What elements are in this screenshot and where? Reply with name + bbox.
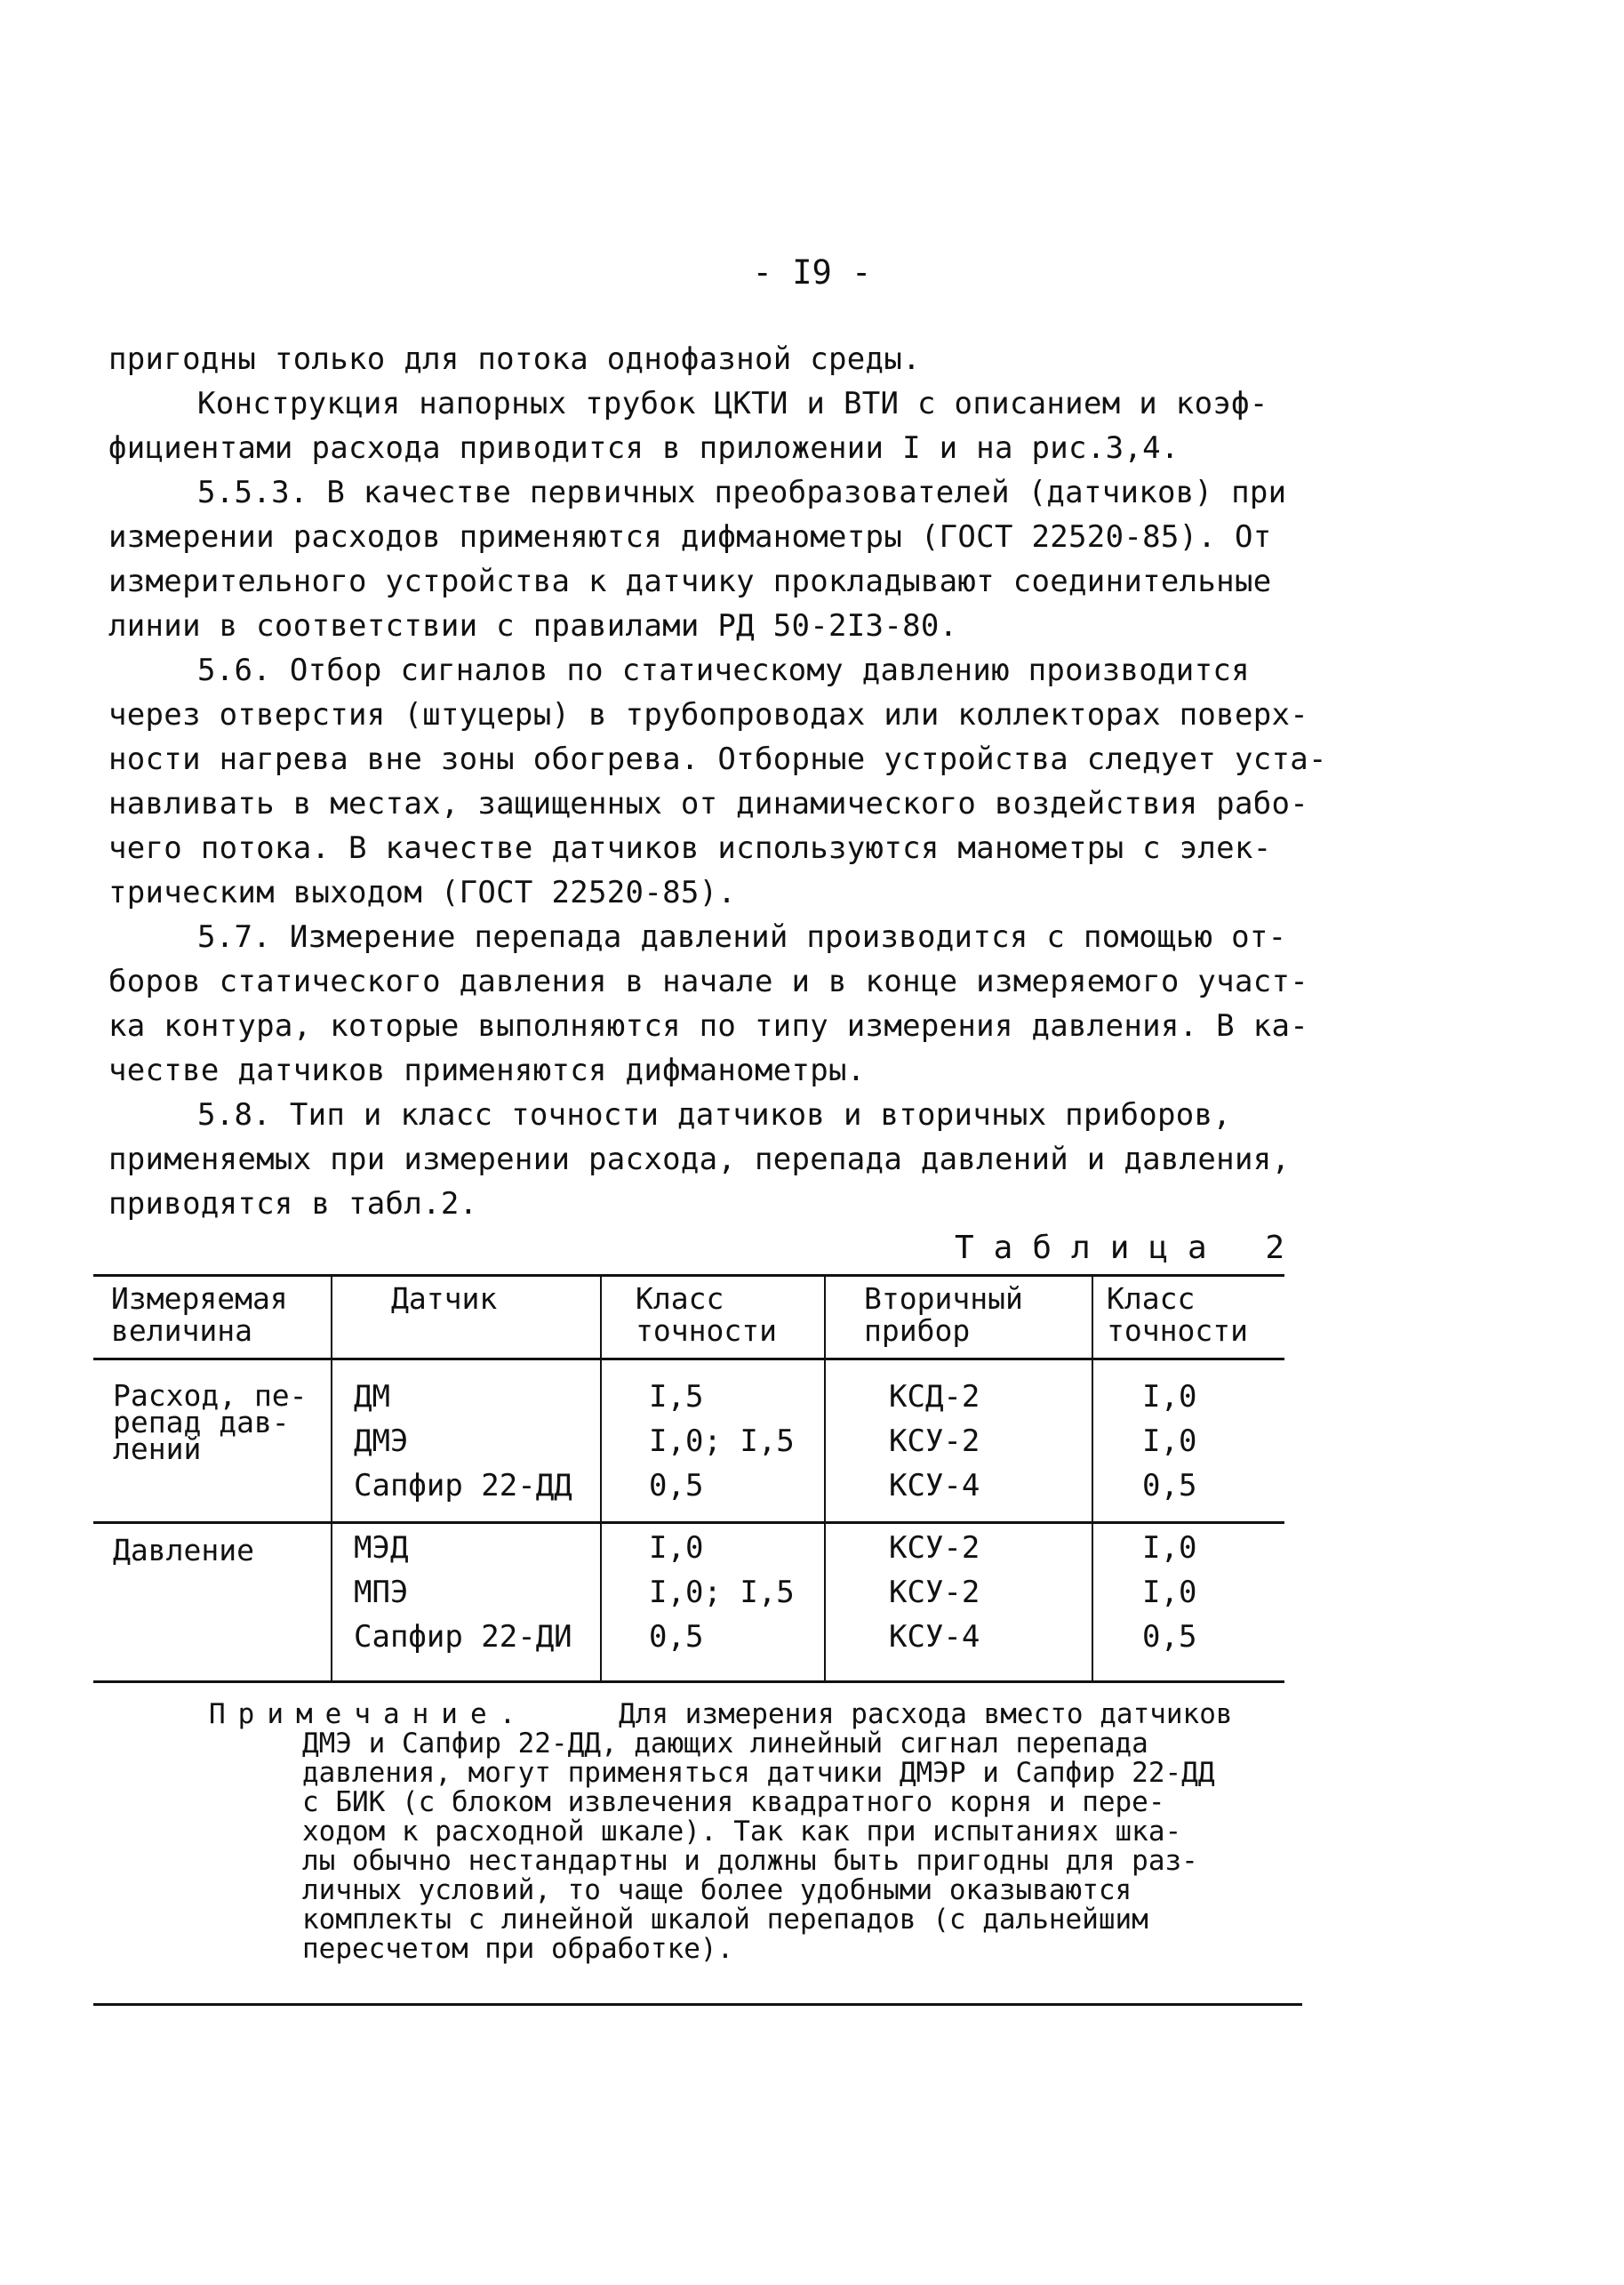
note-body: ДМЭ и Сапфир 22-ДД, дающих линейный сигнал перепада давления, могут применяться датчики ДМЭР и Сапфир 22-ДД с БИК (с блоком извлечения квадратного корня и пере- ходом к расходной шкале). Так как при испытаниях шка- лы обычно нестандартны и должны быть пригодны для раз- личных условий, то чаще более удобными оказываются комплекты с линейной шкалой перепадов (с дальнейшим пересчетом при обработке). (302, 1728, 1215, 1965)
text-line: боров статического давления в начале и в конце измеряемого участ- (108, 964, 1309, 999)
text-line: через отверстия (штуцеры) в трубопроводах или коллекторах поверх- (108, 697, 1309, 733)
text-line: 5.6. Отбор сигналов по статическому давлению производится (197, 653, 1250, 688)
table-header-class: Класс точности (636, 1281, 777, 1348)
table-cell-class: I,0 I,0 0,5 (1142, 1379, 1197, 1503)
text-line: измерении расходов применяются дифманометры (ГОСТ 22520-85). От (108, 519, 1272, 555)
table-cell-class: I,0 I,0 0,5 (1142, 1530, 1197, 1655)
table-header-class: Класс точности (1107, 1281, 1248, 1348)
table-header-sensor: Датчик (391, 1281, 498, 1316)
text-line: пригодны только для потока однофазной среды. (108, 341, 921, 377)
text-line: чего потока. В качестве датчиков используются манометры с элек- (108, 830, 1272, 866)
text-line: Конструкция напорных трубок ЦКТИ и ВТИ с описанием и коэф- (197, 386, 1268, 421)
table-cell-sensors: МЭД МПЭ Сапфир 22-ДИ (354, 1530, 572, 1655)
table-cell-secondary: КСУ-2 КСУ-2 КСУ-4 (889, 1530, 980, 1655)
page-number: - I9 - (752, 253, 872, 292)
table-col-divider (824, 1274, 826, 1682)
table-col-divider (1092, 1274, 1093, 1682)
table-bottom-rule (93, 1680, 1284, 1683)
text-line: измерительного устройства к датчику прокладывают соединительные (108, 564, 1272, 599)
table-top-rule (93, 1274, 1284, 1277)
table-cell-class: I,5 I,0; I,5 0,5 (649, 1379, 795, 1503)
note-heading: Примечание. (209, 1698, 529, 1730)
text-line: ности нагрева вне зоны обогрева. Отборные устройства следует уста- (108, 742, 1327, 777)
text-line: 5.5.3. В качестве первичных преобразователей (датчиков) при (197, 475, 1287, 510)
table-header-secondary: Вторичный прибор (864, 1281, 1023, 1348)
text-line: применяемых при измерении расхода, перепада давлений и давления, (108, 1142, 1291, 1177)
text-line: 5.7. Измерение перепада давлений производится с помощью от- (197, 919, 1287, 955)
text-line: фициентами расхода приводится в приложении I и на рис.3,4. (108, 430, 1180, 466)
table-row-rule (93, 1521, 1284, 1524)
table-cell-class: I,0 I,0; I,5 0,5 (649, 1530, 795, 1655)
text-line: трическим выходом (ГОСТ 22520-85). (108, 875, 737, 910)
note-first-line: Для измерения расхода вместо датчиков (619, 1698, 1233, 1730)
text-line: ка контура, которые выполняются по типу измерения давления. В ка- (108, 1008, 1309, 1044)
table-cell-sensors: ДМ ДМЭ Сапфир 22-ДД (354, 1379, 572, 1503)
table-cell-secondary: КСД-2 КСУ-2 КСУ-4 (889, 1379, 980, 1503)
text-line: линии в соответствии с правилами РД 50-2I3-80. (108, 608, 958, 644)
text-line: честве датчиков применяются дифманометры. (108, 1053, 866, 1088)
text-line: приводятся в табл.2. (108, 1186, 478, 1222)
table-caption: Таблица 2 (955, 1230, 1305, 1266)
table-header-rule (93, 1358, 1284, 1360)
table-col-divider (331, 1274, 332, 1682)
bottom-divider (93, 2003, 1302, 2006)
table-cell-quantity: Расход, пе- репад дав- лений (113, 1378, 308, 1466)
text-line: навливать в местах, защищенных от динамического воздействия рабо- (108, 786, 1309, 822)
table-col-divider (600, 1274, 602, 1682)
text-line: 5.8. Тип и класс точности датчиков и вторичных приборов, (197, 1097, 1232, 1133)
table-cell-quantity: Давление (113, 1533, 254, 1567)
table-header-quantity: Измеряемая величина (111, 1281, 288, 1348)
